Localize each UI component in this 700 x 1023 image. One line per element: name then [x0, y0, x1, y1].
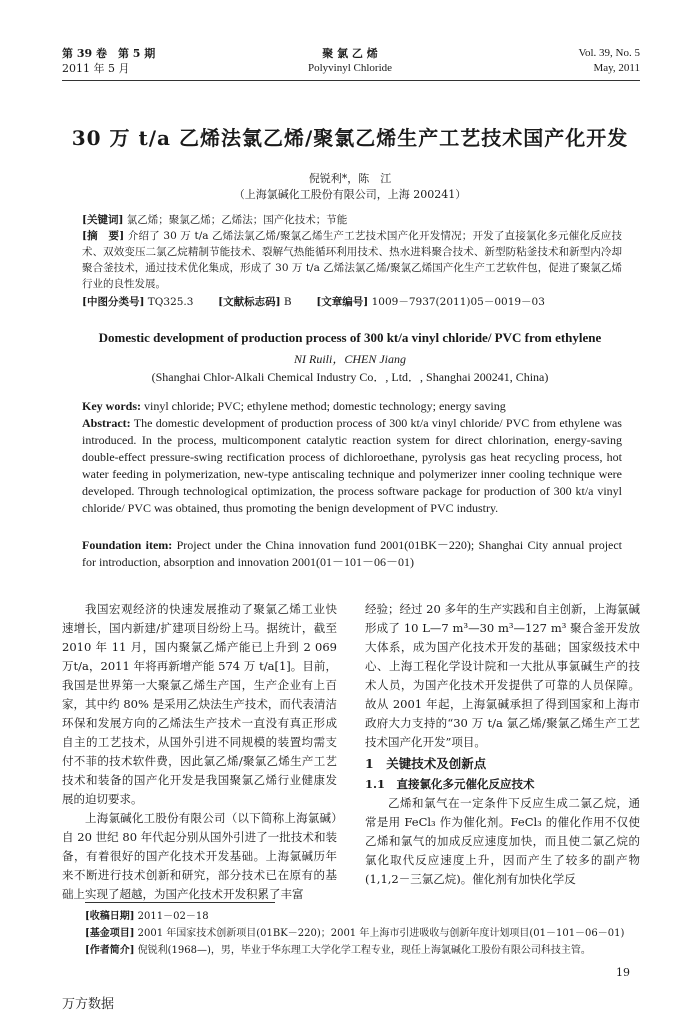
foundation-block [82, 537, 622, 571]
article-title-en: Domestic development of production process of 300 kt/a vinyl chloride/ PVC from ethylene [98, 330, 602, 345]
foundation-text: Project under the China innovation fund 2001(01BK－220); Shanghai City annual project for introduction, absorption and innovation 2001(01－101－06－01) [82, 538, 623, 569]
footnote-rule [85, 902, 275, 903]
foundation-label: Foundation item: [82, 538, 173, 552]
section-heading-1: 1 关键技术及创新点 [365, 756, 487, 771]
body-right-column [365, 600, 640, 889]
keywords-cn-label: [关键词] [82, 214, 124, 226]
article-title-cn: 30 万 t/a 乙烯法氯乙烯/聚氯乙烯生产工艺技术国产化开发 [71, 126, 629, 150]
header-rule [62, 80, 640, 81]
article-no: 1009－7937(2011)05－0019－03 [371, 296, 545, 308]
received-date: 2011－02－18 [137, 911, 209, 922]
header-month-year: May, 2011 [593, 62, 640, 74]
abstract-cn-block [82, 228, 622, 292]
body-paragraph: 我国宏观经济的快速发展推动了聚氯乙烯工业快速增长，国内新建/扩建项目纷纷上马。据统计，截至 2010 年 11 月，国内聚氯乙烯产能已上升到 2 069 万t/a，2011 年将再新增产能 574 万 t/a[1]。目前，我国是世界第一大聚氯乙烯生产国，生产企业有上百家，其中约 80% 是采用乙炔法生产技术，而代表清洁环保和发展方向的乙烯法生产技术一直没有真正形成自主的工艺技术，从国外引进不同规模的装置均需支付不菲的技术软件费，因此氯乙烯/聚氯乙烯生产工艺技术和装备的国产化开发是我国聚氯乙烯行业健康发展的迫切要求。 [62, 602, 337, 806]
header-date: 2011 年 5 月 [62, 62, 130, 75]
footnote-received [85, 908, 645, 925]
affiliation-cn: （上海氯碱化工股份有限公司，上海 200241） [233, 188, 467, 201]
author-bio: 倪锐利(1968—)，男，毕业于华东理工大学化学工程专业，现任上海氯碱化工股份有限公司科技主管。 [137, 945, 591, 956]
doc-code-label: [文献标志码] [218, 296, 281, 308]
fund-text: 2001 年国家技术创新项目(01BK－220)；2001 年上海市引进吸收与创新年度计划项目(01－101－06－01) [137, 928, 625, 939]
page-number: 19 [616, 966, 630, 979]
keywords-en-label: Key words: [82, 399, 141, 413]
authors-en: NI Ruili，CHEN Jiang [294, 352, 406, 366]
keywords-en-block [82, 398, 622, 415]
footnote-fund [85, 925, 645, 942]
classification-line [82, 294, 622, 310]
fund-label: [基金项目] [85, 928, 135, 939]
journal-name-cn: 聚 氯 乙 烯 [322, 47, 378, 60]
abstract-en-block [82, 415, 622, 517]
abstract-en: The domestic development of production process of 300 kt/a vinyl chloride/ PVC from ethylene was introduced. In the process, multicomponent catalytic reaction system for direct chlorination, energy-saving double-effect pressure-swing rectification process of dichloroethane, pyrolysis gas heat recycling process, hot water feeding in polymerization, new-type antiscaling technique and polymerizer inner cooling technique were developed. Through technological optimization, the process software package for production of 300 kt/a vinyl chloride/ PVC was obtained, thus promoting the benign development of PVC industry. [82, 416, 622, 515]
doc-code: B [283, 296, 292, 308]
authors-cn: 倪锐利*，陈 江 [308, 172, 392, 185]
watermark: 万方数据 [62, 997, 115, 1012]
abstract-cn-label: [摘 要] [82, 230, 125, 242]
body-paragraph: 经验；经过 20 多年的生产实践和自主创新，上海氯碱形成了 10 L—7 m³—30 m³—127 m³ 聚合釜开发放大体系，成为国产化技术开发的基础；国家级技术中心、上海工程化学设计院和一大批从事氯碱生产的技术人员，为国产化技术开发提供了可靠的人员保障。故从 2001 年起，上海氯碱承担了得到国家和上海市政府大力支持的“30 万 t/a 氯乙烯/聚氯乙烯生产工艺技术国产化开发”项目。 [365, 602, 640, 749]
author-bio-label: [作者简介] [85, 945, 135, 956]
affiliation-en: (Shanghai Chlor-Alkali Chemical Industry Co．, Ltd．, Shanghai 200241, China) [151, 370, 549, 384]
header-volume-issue: 第 39 卷 第 5 期 [62, 47, 156, 60]
header-vol-en [578, 46, 640, 76]
body-paragraph: 乙烯和氯气在一定条件下反应生成二氯乙烷，通常是用 FeCl₃ 作为催化剂。FeCl₃ 的催化作用不仅使乙烯和氯气的加成反应速度加快，而且使二氯乙烷的氯化取代反应速度上升，因而产生了较多的副产物(1,1,2－三氯乙烷)。催化剂有加快化学反 [365, 796, 640, 886]
keywords-cn-block [82, 212, 622, 228]
class-no-label: [中图分类号] [82, 296, 145, 308]
journal-name-en: Polyvinyl Chloride [307, 62, 393, 74]
class-no: TQ325.3 [147, 296, 194, 308]
keywords-en: vinyl chloride; PVC; ethylene method; domestic technology; energy saving [144, 399, 506, 413]
body-paragraph: 上海氯碱化工股份有限公司（以下简称上海氯碱）自 20 世纪 80 年代起分别从国外引进了一批技术和装备，有着很好的国产化技术开发基础。上海氯碱历年来不断进行技术创新和研究，部分技术已在原有的基础上实现了超越，为国产化技术开发积累了丰富 [62, 811, 337, 901]
body-left-column [62, 600, 337, 904]
footnotes [85, 908, 645, 959]
received-label: [收稿日期] [85, 911, 135, 922]
footnote-author [85, 942, 645, 959]
header-vol-no: Vol. 39, No. 5 [578, 47, 640, 59]
section-heading-1-1: 1.1 直接氯化多元催化反应技术 [365, 777, 535, 791]
abstract-en-label: Abstract: [82, 416, 131, 430]
article-no-label: [文章编号] [316, 296, 369, 308]
keywords-cn: 氯乙烯；聚氯乙烯；乙烯法；国产化技术；节能 [126, 214, 348, 226]
abstract-cn: 介绍了 30 万 t/a 乙烯法氯乙烯/聚氯乙烯生产工艺技术国产化开发情况；开发了直接氯化多元催化反应技术、双效变压二氯乙烷精制节能技术、裂解气热能循环利用技术、热水进料聚合技术、新型防粘釜技术和新型内冷却聚合釜技术，通过技术优化集成，形成了 30 万 t/a 乙烯法氯乙烯/聚氯乙烯国产化生产工艺软件包，促进了聚氯乙烯行业的良性发展。 [82, 230, 623, 290]
